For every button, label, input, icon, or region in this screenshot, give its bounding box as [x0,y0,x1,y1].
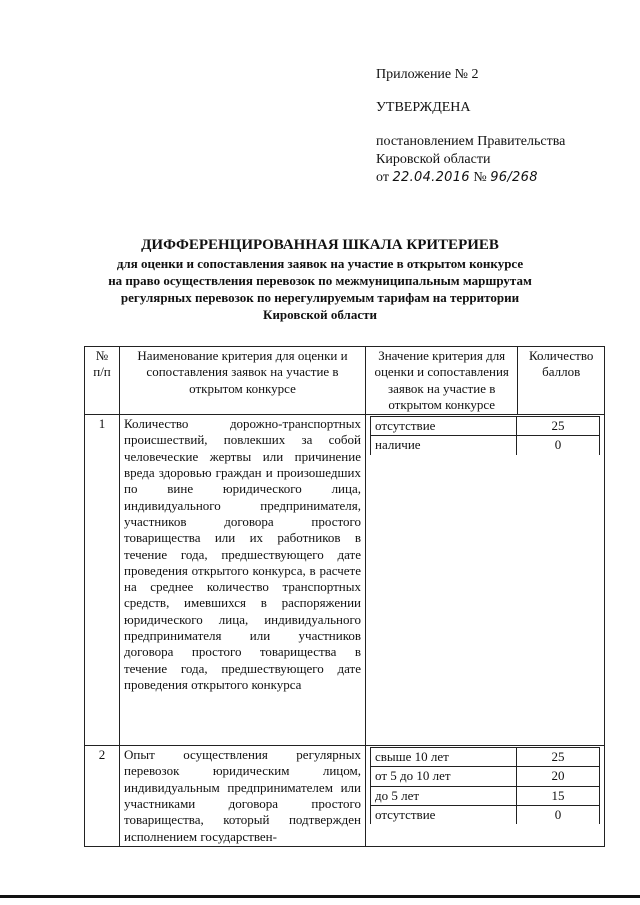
value-row [371,786,600,805]
criterion-points: 25 [517,417,600,436]
row-number: 1 [85,415,120,746]
criterion-value: отсутствие [371,417,517,436]
row-number: 2 [85,746,120,847]
header-value: Значение критерия для оценки и сопоставления заявок на участие в открытом конкурсе [366,347,518,415]
page-bottom-divider [0,895,640,898]
criterion-values [366,746,605,847]
header-points: Количество баллов [518,347,605,415]
header-num: № п/п [85,347,120,415]
criterion-name: Количество дорожно-транспортных происшествий, повлекших за собой человеческие жертвы или причинение вреда здоровью граждан и произошедших по вине юридического лица, индивидуального предпринимателя, участников договора простого товарищества или их работников в течение года, предшествующего дате проведения открытого конкурса, в расчете на среднее количество транспортных средств, имевшихся в распоряжении юридического лица, индивидуального предпринимателя или участников договора простого товарищества в течение года, предшествующего дате проведения открытого конкурса [120,415,366,746]
value-row [371,748,600,767]
title-sub-line-2: на право осуществления перевозок по межмуниципальным маршрутам [108,273,532,288]
criterion-points: 0 [517,806,600,825]
table-row [85,746,605,847]
title-sub-line-3: регулярных перевозок по нерегулируемым тарифам на территории [120,290,520,305]
approval-date-line [376,169,538,187]
table-row [85,415,605,746]
value-row [371,417,600,436]
approved-label: УТВЕРЖДЕНА [376,100,471,115]
value-row [371,806,600,825]
criterion-value: от 5 до 10 лет [371,767,517,786]
criterion-value: наличие [371,436,517,455]
title-sub-line-1: для оценки и сопоставления заявок на участие в открытом конкурсе [116,256,524,271]
title-sub-line-4: Кировской области [263,307,377,322]
document-title [40,236,600,323]
criterion-points: 25 [517,748,600,767]
criterion-name: Опыт осуществления регулярных перевозок юридическим лицом, индивидуальным предпринимателем или участниками договора простого товарищества, который подтвержден исполнением государствен- [120,746,366,847]
appendix-number: Приложение № 2 [376,67,479,82]
date-prefix: от [376,170,389,185]
criterion-points: 15 [517,786,600,805]
criterion-value: отсутствие [371,806,517,825]
criterion-points: 20 [517,767,600,786]
approved-by-line1: постановлением Правительства [376,134,566,149]
value-row [371,436,600,455]
criterion-value: до 5 лет [371,786,517,805]
criterion-points: 0 [517,436,600,455]
criteria-table [84,346,605,847]
criterion-values [366,415,605,746]
handwritten-number: 96/268 [490,170,538,185]
criterion-value: свыше 10 лет [371,748,517,767]
header-name: Наименование критерия для оценки и сопоставления заявок на участие в открытом конкурсе [120,347,366,415]
table-header-row [85,347,605,415]
value-points-list [370,416,600,455]
number-sign: № [473,170,487,185]
handwritten-date: 22.04.2016 [392,170,470,185]
value-row [371,767,600,786]
title-main: ДИФФЕРЕНЦИРОВАННАЯ ШКАЛА КРИТЕРИЕВ [141,237,499,253]
approved-by-line2: Кировской области [376,152,491,167]
value-points-list [370,747,600,824]
